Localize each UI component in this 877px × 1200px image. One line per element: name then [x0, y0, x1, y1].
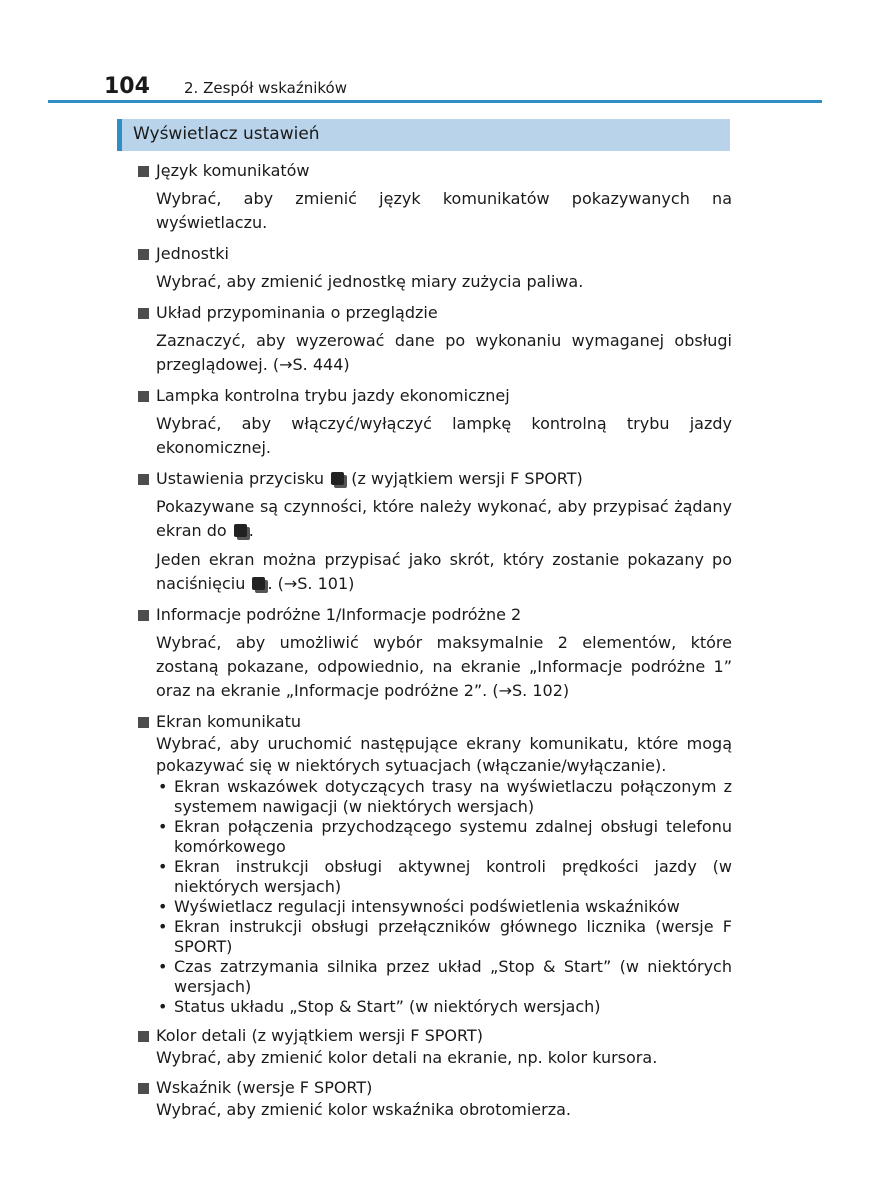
list-item-text: Wyświetlacz regulacji intensywności podświetlenia wskaźników [174, 897, 680, 916]
list-item-text: Status układu „Stop & Start” (w niektórych wersjach) [174, 997, 601, 1016]
bullet-dot: • [158, 917, 168, 936]
square-bullet-icon [138, 1083, 149, 1094]
section-header [117, 119, 730, 151]
list-item [156, 997, 732, 1017]
item-text-part: . [248, 521, 254, 540]
display-button-icon [234, 524, 247, 537]
item-heading [138, 710, 732, 733]
header-rule [48, 100, 822, 103]
item-title: Język komunikatów [156, 161, 310, 180]
item-heading [138, 301, 732, 324]
item-title-suffix: (z wyjątkiem wersji F SPORT) [351, 469, 583, 488]
list-item [156, 817, 732, 857]
item-title: Jednostki [156, 244, 229, 263]
display-button-icon [331, 472, 344, 485]
item-text: Wybrać, aby włączyć/wyłączyć lampkę kontrolną trybu jazdy ekonomicznej. [156, 414, 732, 457]
item-title: Kolor detali (z wyjątkiem wersji F SPORT) [156, 1026, 483, 1045]
page-number: 104 [104, 74, 150, 99]
bullet-dot: • [158, 957, 168, 976]
item-heading [138, 384, 732, 407]
item-title: Lampka kontrolna trybu jazdy ekonomicznej [156, 386, 510, 405]
item-text [138, 495, 732, 543]
list-item-text: Ekran instrukcji obsługi przełączników głównego licznika (wersje F SPORT) [174, 917, 732, 956]
item-heading [138, 467, 732, 490]
square-bullet-icon [138, 391, 149, 402]
bullet-dot: • [158, 857, 168, 876]
square-bullet-icon [138, 474, 149, 485]
square-bullet-icon [138, 249, 149, 260]
section-title: Wyświetlacz ustawień [133, 124, 320, 144]
item-text: Wybrać, aby uruchomić następujące ekrany komunikatu, które mogą pokazywać się w niektórych sytuacjach (włączanie/wyłączanie). [156, 734, 732, 775]
item-text-part: Pokazywane są czynności, które należy wykonać, aby przypisać żądany ekran do [156, 497, 732, 540]
bullet-dot: • [158, 817, 168, 836]
item-text: Wybrać, aby zmienić język komunikatów pokazywanych na wyświetlaczu. [156, 189, 732, 232]
item-title: Ustawienia przycisku [156, 469, 325, 488]
square-bullet-icon [138, 610, 149, 621]
list-item [156, 917, 732, 957]
list-item [156, 777, 732, 817]
list-item-text: Ekran instrukcji obsługi aktywnej kontroli prędkości jazdy (w niektórych wersjach) [174, 857, 732, 896]
list-item [156, 897, 732, 917]
list-item-text: Ekran połączenia przychodzącego systemu zdalnej obsługi telefonu komórkowego [174, 817, 732, 856]
list-item-text: Ekran wskazówek dotyczących trasy na wyświetlaczu połączonym z systemem nawigacji (w niektórych wersjach) [174, 777, 732, 816]
item-text [138, 548, 732, 596]
list-item [156, 957, 732, 997]
item-heading [138, 1024, 732, 1047]
item-text: Wybrać, aby umożliwić wybór maksymalnie 2 elementów, które zostaną pokazane, odpowiednio, na ekranie „Informacje podróżne 1” oraz na ekranie „Informacje podróżne 2”. (→S. 102) [156, 633, 732, 700]
item-title: Wskaźnik (wersje F SPORT) [156, 1078, 373, 1097]
square-bullet-icon [138, 1031, 149, 1042]
item-heading [138, 242, 732, 265]
item-text-part: Jeden ekran można przypisać jako skrót, który zostanie pokazany po naciśnięciu [156, 550, 732, 593]
content [138, 152, 732, 1121]
square-bullet-icon [138, 717, 149, 728]
bullet-dot: • [158, 897, 168, 916]
display-button-icon [252, 577, 265, 590]
square-bullet-icon [138, 308, 149, 319]
item-text: Wybrać, aby zmienić kolor wskaźnika obrotomierza. [156, 1100, 571, 1119]
bullet-dot: • [158, 997, 168, 1016]
square-bullet-icon [138, 166, 149, 177]
bullet-dot: • [158, 777, 168, 796]
item-text: Zaznaczyć, aby wyzerować dane po wykonaniu wymaganej obsługi przeglądowej. (→S. 444) [156, 331, 732, 374]
item-title: Informacje podróżne 1/Informacje podróżne 2 [156, 605, 522, 624]
bullet-list [138, 777, 732, 1017]
item-text: Wybrać, aby zmienić jednostkę miary zużycia paliwa. [156, 272, 584, 291]
item-title: Układ przypominania o przeglądzie [156, 303, 438, 322]
item-heading [138, 603, 732, 626]
chapter-title: 2. Zespół wskaźników [184, 79, 347, 97]
item-text: Wybrać, aby zmienić kolor detali na ekranie, np. kolor kursora. [156, 1048, 658, 1067]
item-text-part: . (→S. 101) [267, 574, 355, 593]
item-title: Ekran komunikatu [156, 712, 301, 731]
list-item [156, 857, 732, 897]
item-heading [138, 1076, 732, 1099]
list-item-text: Czas zatrzymania silnika przez układ „Stop & Start” (w niektórych wersjach) [174, 957, 732, 996]
item-heading [138, 159, 732, 182]
